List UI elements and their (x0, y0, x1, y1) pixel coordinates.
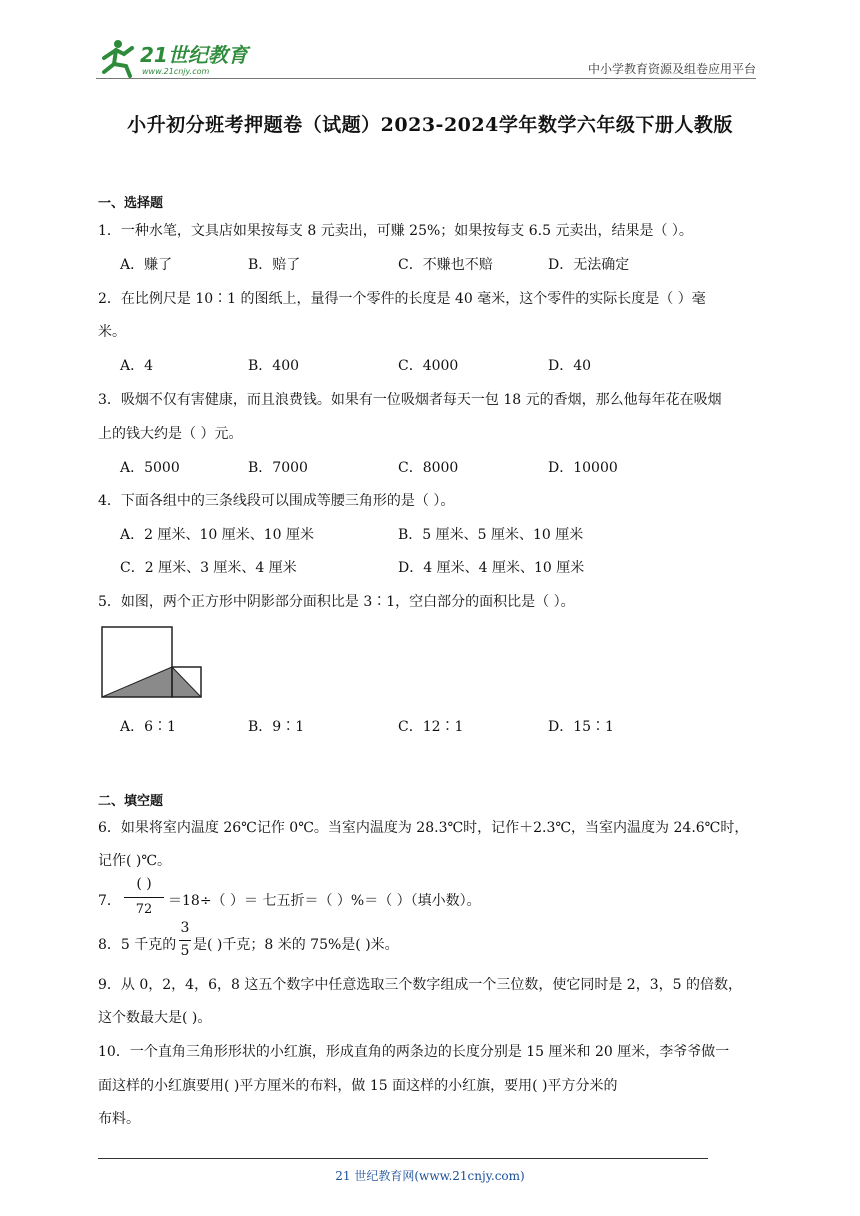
q2-option-a: A．4 (120, 358, 154, 374)
question-2-line1: 2．在比例尺是 10∶1 的图纸上，量得一个零件的长度是 40 毫米，这个零件的实际长度是（ ）毫 (98, 291, 706, 307)
question-7-rest: ＝18÷（ ）＝ 七五折＝（ ）%＝（ ）（填小数）。 (168, 893, 481, 909)
q8-fraction-denominator: 5 (180, 943, 190, 959)
q1-option-b: B．赔了 (248, 257, 301, 273)
q3-option-b: B．7000 (248, 460, 308, 476)
page-title: 小升初分班考押题卷（试题）2023-2024学年数学六年级下册人教版 (127, 114, 733, 136)
question-6-line2: 记作( )℃。 (98, 853, 172, 869)
q1-option-c: C．不赚也不赔 (398, 257, 493, 273)
header-platform-text: 中小学教育资源及组卷应用平台 (587, 62, 756, 76)
question-3-line1: 3．吸烟不仅有害健康，而且浪费钱。如果有一位吸烟者每天一包 18 元的香烟，那么他每年花在吸烟 (98, 392, 722, 408)
q4-option-b: B．5 厘米、5 厘米、10 厘米 (398, 527, 584, 543)
q5-option-c: C．12∶1 (398, 719, 464, 735)
question-10-line1: 10．一个直角三角形形状的小红旗，形成直角的两条边的长度分别是 15 厘米和 20 厘米，李爷爷做一 (98, 1044, 730, 1060)
q8-fraction-bar (179, 940, 191, 941)
question-5: 5．如图，两个正方形中阴影部分面积比是 3∶1，空白部分的面积比是（ ）。 (98, 594, 575, 610)
footer-text[interactable]: 21 世纪教育网(www.21cnjy.com) (335, 1169, 525, 1183)
footer-divider (98, 1158, 708, 1159)
q2-option-d: D．40 (548, 358, 592, 374)
q4-option-c: C．2 厘米、3 厘米、4 厘米 (120, 560, 297, 576)
q7-fraction-bar (124, 897, 164, 898)
question-2-line2: 米。 (98, 324, 126, 340)
q2-option-b: B．400 (248, 358, 300, 374)
q3-option-d: D．10000 (548, 460, 618, 476)
squares-figure (100, 625, 206, 703)
question-8-prefix: 8．5 千克的 (98, 937, 177, 953)
header-divider (96, 78, 756, 79)
question-3-line2: 上的钱大约是（ ）元。 (98, 426, 243, 442)
question-10-line3: 布料。 (98, 1111, 140, 1127)
q4-option-a: A．2 厘米、10 厘米、10 厘米 (120, 527, 314, 543)
question-8-rest: 是( )千克；8 米的 75%是( )米。 (193, 937, 399, 953)
question-1: 1．一种水笔，文具店如果按每支 8 元卖出，可赚 25%；如果按每支 6.5 元卖出，结果是（ ）。 (98, 223, 693, 239)
q5-option-b: B．9∶1 (248, 719, 305, 735)
question-9-line1: 9．从 0，2，4，6，8 这五个数字中任意选取三个数字组成一个三位数，使它同时是 2，3，5 的倍数， (98, 977, 742, 993)
q5-option-a: A．6∶1 (120, 719, 176, 735)
question-7-prefix: 7． (98, 893, 121, 909)
question-10-line2: 面这样的小红旗要用( )平方厘米的布料，做 15 面这样的小红旗，要用( )平方分米的 (98, 1078, 618, 1094)
site-logo (96, 36, 266, 80)
q1-option-a: A．赚了 (120, 257, 173, 273)
section-heading-fill: 二、填空题 (98, 794, 164, 809)
q4-option-d: D．4 厘米、4 厘米、10 厘米 (398, 560, 585, 576)
q7-fraction-numerator: ( ) (136, 876, 152, 892)
q2-option-c: C．4000 (398, 358, 459, 374)
q7-fraction-denominator: 72 (135, 902, 153, 917)
section-heading-choice: 一、选择题 (98, 196, 164, 211)
q3-option-c: C．8000 (398, 460, 459, 476)
q8-fraction-numerator: 3 (180, 920, 190, 936)
question-9-line2: 这个数最大是( )。 (98, 1010, 212, 1026)
logo-text: 21世纪教育 (140, 43, 248, 67)
q5-option-d: D．15∶1 (548, 719, 614, 735)
question-4: 4．下面各组中的三条线段可以围成等腰三角形的是（ ）。 (98, 493, 455, 509)
q3-option-a: A．5000 (120, 460, 180, 476)
question-6-line1: 6．如果将室内温度 26℃记作 0℃。当室内温度为 28.3℃时，记作＋2.3℃，当室内温度为 24.6℃时， (98, 820, 749, 836)
logo-url: www.21cnjy.com (142, 67, 210, 76)
q1-option-d: D．无法确定 (548, 257, 630, 273)
